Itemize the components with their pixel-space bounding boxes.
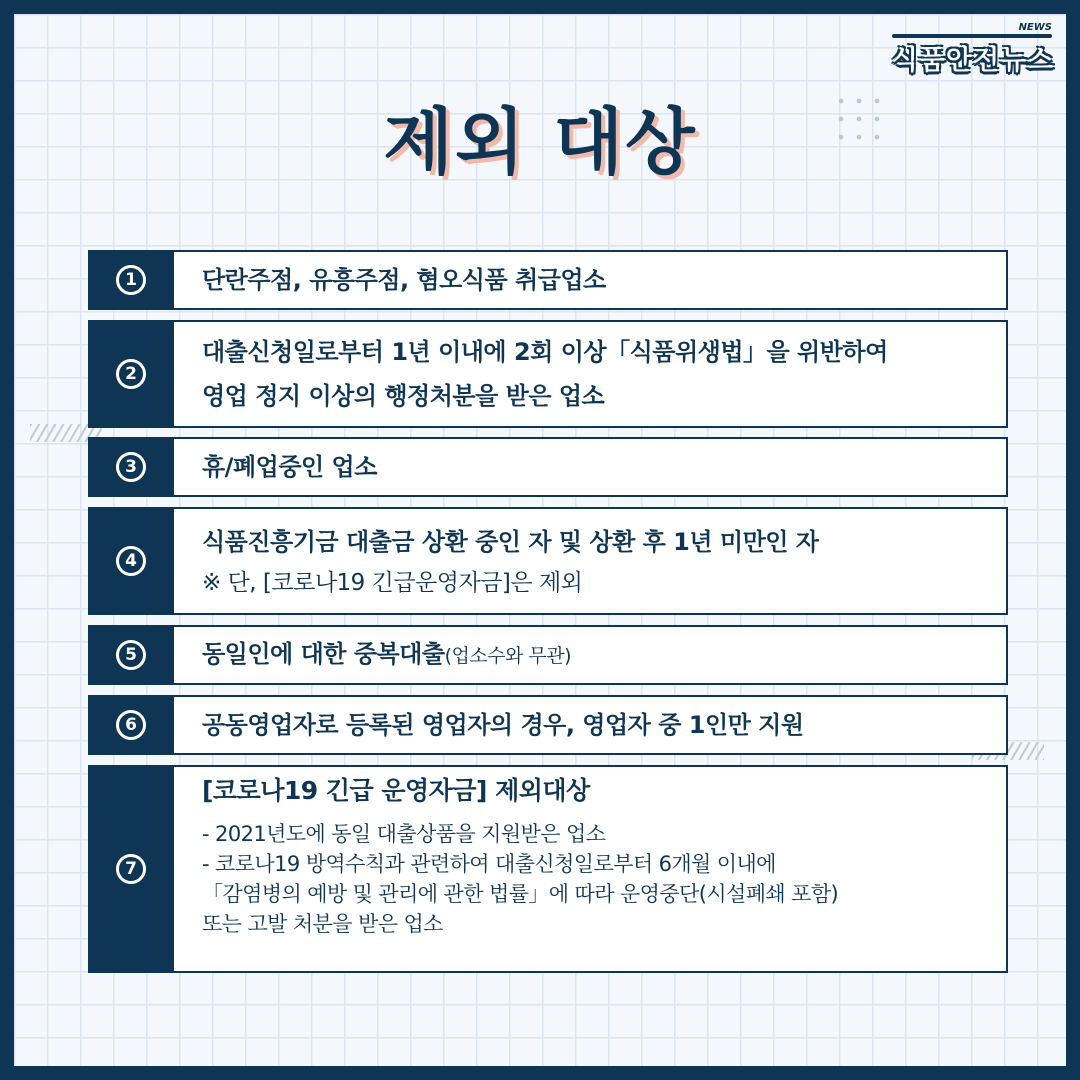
spacer [202, 811, 1006, 819]
list-item [88, 625, 1008, 685]
item-content [174, 507, 1008, 615]
item-content [174, 695, 1008, 755]
item-text: 동일인에 대한 중복대출 [202, 640, 445, 668]
item-detail-line: - 코로나19 방역수칙과 관련하여 대출신청일로부터 6개월 이내에 [202, 852, 776, 876]
item-number: 5 [116, 640, 146, 670]
item-content [174, 625, 1008, 685]
page-title: 제외 대상 [383, 100, 697, 184]
item-text: 식품진흥기금 대출금 상환 중인 자 및 상환 후 1년 미만인 자 [202, 528, 819, 556]
item-number-badge [88, 250, 174, 310]
list-item [88, 507, 1008, 615]
list-item [88, 250, 1008, 310]
list-item [88, 320, 1008, 428]
item-content [174, 250, 1008, 310]
item-text: 휴/폐업중인 업소 [202, 453, 377, 481]
list-item [88, 695, 1008, 755]
item-number: 6 [116, 710, 146, 740]
item-number-badge [88, 320, 174, 428]
list-item [88, 765, 1008, 973]
item-note: (업소수와 무관) [444, 645, 572, 667]
item-text-line-2: 영업 정지 이상의 행정처분을 받은 업소 [202, 382, 605, 410]
item-text-wrap [202, 632, 1006, 678]
item-detail-line: 「감염병의 예방 및 관리에 관한 법률」에 따라 운영중단(시설폐쇄 포함) [202, 882, 839, 906]
item-detail-line: 또는 고발 처분을 받은 업소 [202, 912, 443, 936]
logo-text: 식품안전뉴스 [891, 45, 1055, 76]
item-number-badge [88, 765, 174, 973]
item-number: 7 [116, 854, 146, 884]
item-number: 3 [116, 452, 146, 482]
item-number: 1 [116, 265, 146, 295]
item-text: 단란주점, 유흥주점, 혐오식품 취급업소 [202, 266, 606, 294]
item-heading: [코로나19 긴급 운영자금] 제외대상 [202, 776, 590, 805]
item-number-badge [88, 695, 174, 755]
item-number-badge [88, 625, 174, 685]
item-detail-line: - 2021년도에 동일 대출상품을 지원받은 업소 [202, 822, 606, 846]
item-number-badge [88, 507, 174, 615]
item-content [174, 320, 1008, 428]
item-content [174, 765, 1008, 973]
item-number-badge [88, 437, 174, 497]
item-text-line-1: 대출신청일로부터 1년 이내에 2회 이상「식품위생법」을 위반하여 [202, 338, 888, 366]
brand-logo [888, 22, 1058, 74]
item-number: 4 [116, 546, 146, 576]
item-content [174, 437, 1008, 497]
logo-news-label: NEWS [1018, 22, 1052, 33]
item-number: 2 [116, 359, 146, 389]
item-note: ※ 단, [코로나19 긴급운영자금]은 제외 [202, 570, 583, 596]
item-text: 공동영업자로 등록된 영업자의 경우, 영업자 중 1인만 지원 [202, 711, 804, 739]
list-item [88, 437, 1008, 497]
